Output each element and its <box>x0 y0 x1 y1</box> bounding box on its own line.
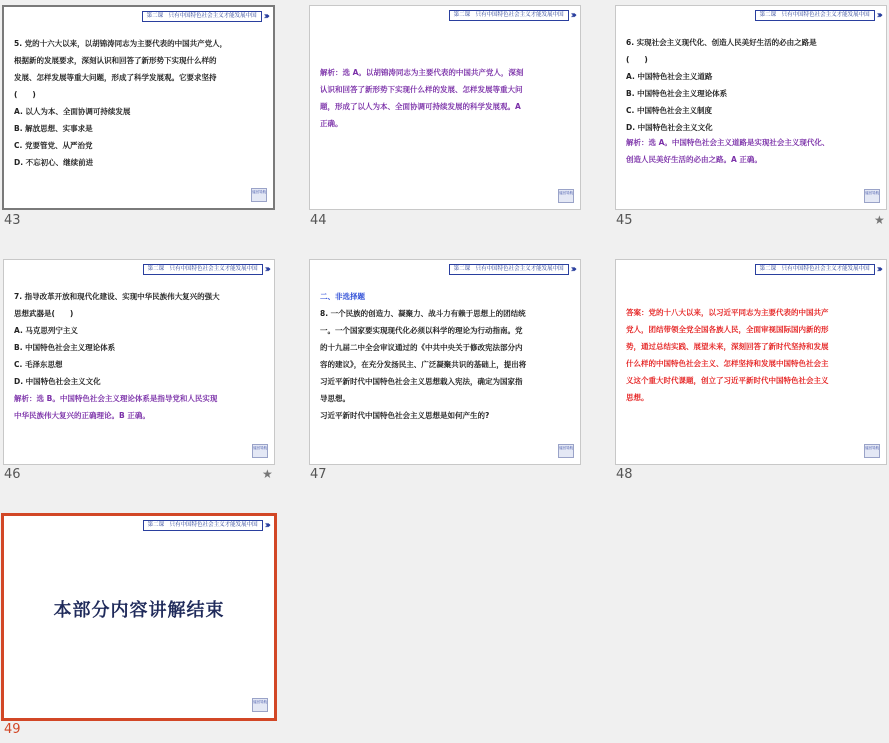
analysis-line: 创造人民美好生活的必由之路。A 正确。 <box>626 155 762 164</box>
slide-text <box>320 64 570 132</box>
option-line: C. 中国特色社会主义制度 <box>626 106 712 115</box>
chevron-right-icon: ››› <box>570 9 574 21</box>
chevron-right-icon: ››› <box>876 263 880 275</box>
analysis-line: 题，形成了以人为本、全面协调可持续发展的科学发展观。A <box>320 102 521 111</box>
slide-thumbnail-45[interactable] <box>615 5 887 210</box>
slide-banner <box>755 10 880 21</box>
slide-number: 48 <box>616 467 633 482</box>
return-nav-icon[interactable]: 返回导航 <box>252 698 268 712</box>
analysis-line: 认识和回答了新形势下实现什么样的发展、怎样发展等重大问 <box>320 85 523 94</box>
star-icon: ★ <box>874 213 885 227</box>
question-line: 习近平新时代中国特色社会主义思想是如何产生的? <box>320 411 490 420</box>
chevron-right-icon: ››› <box>876 9 880 21</box>
question-line: 发展、怎样发展等重大问题，形成了科学发展观。它要求坚持 <box>14 73 217 82</box>
slide-thumbnail-43[interactable] <box>2 5 275 210</box>
slide-text <box>320 288 570 424</box>
option-line: C. 党要管党、从严治党 <box>14 141 93 150</box>
option-line: D. 不忘初心、继续前进 <box>14 158 94 167</box>
option-line: A. 马克思列宁主义 <box>14 326 78 335</box>
answer-line: 答案：党的十八大以来，以习近平同志为主要代表的中国共产 <box>626 308 829 317</box>
slide-number: 45 <box>616 213 633 228</box>
slide-number: 43 <box>4 213 21 228</box>
return-nav-icon[interactable]: 返回导航 <box>864 444 880 458</box>
banner-text: 第二课 只有中国特色社会主义才能发展中国 <box>449 264 569 275</box>
option-line: A. 中国特色社会主义道路 <box>626 72 713 81</box>
answer-line: 思想。 <box>626 393 649 402</box>
section-heading: 二、非选择题 <box>320 292 365 301</box>
chevron-right-icon: ››› <box>570 263 574 275</box>
question-line: 一。一个国家要实现现代化必须以科学的理论为行动指南。党 <box>320 326 523 335</box>
slide-banner <box>143 520 268 531</box>
banner-text: 第二课 只有中国特色社会主义才能发展中国 <box>143 264 263 275</box>
slide-title: 本部分内容讲解结束 <box>53 600 225 621</box>
option-line: D. 中国特色社会主义文化 <box>626 123 713 132</box>
slide-thumbnail-47[interactable] <box>309 259 581 465</box>
question-line: 7. 指导改革开放和现代化建设、实现中华民族伟大复兴的强大 <box>14 292 220 301</box>
banner-text: 第二课 只有中国特色社会主义才能发展中国 <box>142 11 262 22</box>
option-line: C. 毛泽东思想 <box>14 360 63 369</box>
slide-banner <box>449 264 574 275</box>
return-nav-icon[interactable]: 返回导航 <box>252 444 268 458</box>
slide-banner <box>142 11 267 22</box>
slide-thumbnail-44[interactable] <box>309 5 581 210</box>
chevron-right-icon: ››› <box>264 263 268 275</box>
question-line: 的十九届二中全会审议通过的《中共中央关于修改宪法部分内 <box>320 343 523 352</box>
analysis-line: 正确。 <box>320 119 343 128</box>
banner-text: 第二课 只有中国特色社会主义才能发展中国 <box>143 520 263 531</box>
slide-text <box>14 288 264 424</box>
analysis-line: 解析：选 A。中国特色社会主义道路是实现社会主义现代化、 <box>626 138 830 147</box>
option-line: D. 中国特色社会主义文化 <box>14 377 101 386</box>
return-nav-icon[interactable]: 返回导航 <box>864 189 880 203</box>
chevron-right-icon: ››› <box>263 10 267 22</box>
option-line: A. 以人为本、全面协调可持续发展 <box>14 107 131 116</box>
question-line: 6. 实现社会主义现代化、创造人民美好生活的必由之路是 <box>626 38 817 47</box>
star-icon: ★ <box>262 467 273 481</box>
option-line: B. 中国特色社会主义理论体系 <box>14 343 116 352</box>
return-nav-icon[interactable]: 返回导航 <box>558 444 574 458</box>
question-line: 思想武器是( ) <box>14 309 74 318</box>
slide-number: 44 <box>310 213 327 228</box>
analysis-line: 解析：选 A。以胡锦涛同志为主要代表的中国共产党人，深刻 <box>320 68 524 77</box>
answer-line: 党人，团结带领全党全国各族人民，全面审视国际国内新的形 <box>626 325 829 334</box>
return-nav-icon[interactable]: 返回导航 <box>251 188 267 202</box>
banner-text: 第二课 只有中国特色社会主义才能发展中国 <box>755 10 875 21</box>
slide-thumbnail-49[interactable] <box>1 513 277 721</box>
option-line: B. 中国特色社会主义理论体系 <box>626 89 728 98</box>
slide-banner <box>143 264 268 275</box>
answer-line: 势，通过总结实践、展望未来，深刻回答了新时代坚持和发展 <box>626 342 829 351</box>
slide-thumbnail-48[interactable] <box>615 259 887 465</box>
slide-number: 49 <box>4 722 21 737</box>
slide-text <box>14 35 263 171</box>
slide-text <box>626 34 876 170</box>
question-line: ( ) <box>626 55 648 64</box>
chevron-right-icon: ››› <box>264 519 268 531</box>
slide-number: 47 <box>310 467 327 482</box>
question-line: 习近平新时代中国特色社会主义思想载入宪法，确定为国家指 <box>320 377 523 386</box>
question-line: 导思想。 <box>320 394 350 403</box>
analysis-line: 解析：选 B。中国特色社会主义理论体系是指导党和人民实现 <box>14 394 218 403</box>
banner-text: 第二课 只有中国特色社会主义才能发展中国 <box>755 264 875 275</box>
banner-text: 第二课 只有中国特色社会主义才能发展中国 <box>449 10 569 21</box>
question-line: 容的建议》，在充分发扬民主、广泛凝聚共识的基础上，提出将 <box>320 360 527 369</box>
question-line: 根据新的发展要求，深刻认识和回答了新形势下实现什么样的 <box>14 56 217 65</box>
slide-banner <box>755 264 880 275</box>
option-line: B. 解放思想、实事求是 <box>14 124 93 133</box>
return-nav-icon[interactable]: 返回导航 <box>558 189 574 203</box>
question-line: 5. 党的十六大以来，以胡锦涛同志为主要代表的中国共产党人， <box>14 39 228 48</box>
slide-text <box>626 304 876 406</box>
question-line: 8. 一个民族的创造力、凝聚力、战斗力有赖于思想上的团结统 <box>320 309 526 318</box>
question-line: ( ) <box>14 90 36 99</box>
slide-banner <box>449 10 574 21</box>
slide-thumbnail-46[interactable] <box>3 259 275 465</box>
slide-number: 46 <box>4 467 21 482</box>
answer-line: 义这个重大时代课题，创立了习近平新时代中国特色社会主义 <box>626 376 829 385</box>
answer-line: 什么样的中国特色社会主义、怎样坚持和发展中国特色社会主 <box>626 359 829 368</box>
analysis-line: 中华民族伟大复兴的正确理论。B 正确。 <box>14 411 150 420</box>
